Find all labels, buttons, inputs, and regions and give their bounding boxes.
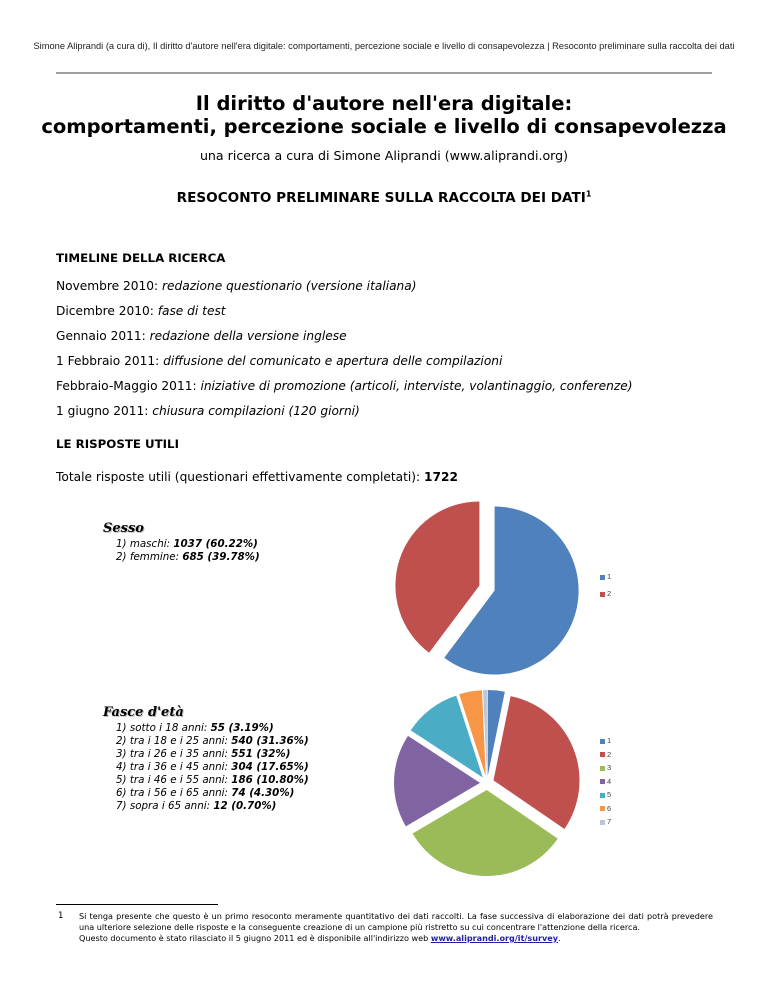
timeline-desc: diffusione del comunicato e apertura delle compilazioni bbox=[163, 354, 503, 368]
responses-heading: LE RISPOSTE UTILI bbox=[56, 437, 179, 451]
timeline-item bbox=[56, 404, 360, 418]
timeline-item bbox=[56, 354, 502, 368]
legend-item: 7 bbox=[600, 817, 630, 827]
survey-link[interactable]: www.aliprandi.org/it/survey bbox=[430, 933, 559, 943]
footnote-rule bbox=[56, 904, 218, 905]
timeline-date: 1 Febbraio 2011: bbox=[56, 354, 164, 368]
legend-item: 1 bbox=[600, 572, 630, 582]
timeline-item bbox=[56, 329, 347, 343]
legend-item: 1 bbox=[600, 736, 630, 746]
footnote-mark[interactable]: 1 bbox=[585, 189, 592, 199]
chart-text-eta bbox=[116, 722, 309, 813]
legend-swatch bbox=[600, 766, 605, 771]
running-header: Simone Aliprandi (a cura di), Il diritto d'autore nell'era digitale: comportamenti, percezione sociale e livello di consapevolezza | Resoconto preliminare sulla raccolta dei dati bbox=[33, 41, 735, 51]
header-rule bbox=[56, 72, 712, 74]
chart-title-sesso: Sesso bbox=[103, 521, 144, 536]
timeline-date: Gennaio 2011: bbox=[56, 329, 150, 343]
timeline-date: 1 giugno 2011: bbox=[56, 404, 153, 418]
footnote-text: Si tenga presente che questo è un primo resoconto meramente quantitativo dei dati raccolti. La fase successiva di elaborazione dei dati potrà prevedere una ulteriore selezione delle risposte e la conseguente creazione di un campione più ristretto su cui concentrare l'attenzione della ricerca. Questo documento è stato rilasciato il 5 giugno 2011 ed è disponibile all'indirizzo web www.aliprandi.org/it/survey. bbox=[79, 911, 713, 943]
title-line-2: comportamenti, percezione sociale e livello di consapevolezza bbox=[41, 115, 727, 138]
timeline-date: Dicembre 2010: bbox=[56, 304, 158, 318]
chart-line: 7) sopra i 65 anni: 12 (0.70%) bbox=[116, 800, 277, 812]
total-label: Totale risposte utili (questionari effettivamente completati): bbox=[56, 470, 425, 484]
legend-swatch bbox=[600, 592, 605, 597]
legend-swatch bbox=[600, 752, 605, 757]
total-responses bbox=[56, 470, 458, 484]
footnote-number: 1 bbox=[58, 911, 64, 921]
chart-title-eta: Fasce d'età bbox=[103, 705, 184, 720]
chart-line: 1) sotto i 18 anni: 55 (3.19%) bbox=[116, 722, 274, 734]
timeline-item bbox=[56, 279, 417, 293]
legend-swatch bbox=[600, 806, 605, 811]
document-title bbox=[0, 92, 768, 138]
timeline-desc: redazione della versione inglese bbox=[149, 329, 347, 343]
legend-item: 5 bbox=[600, 790, 630, 800]
legend-swatch bbox=[600, 793, 605, 798]
subtitle-text: RESOCONTO PRELIMINARE SULLA RACCOLTA DEI DATI bbox=[176, 190, 586, 206]
chart-line: 2) femmine: 685 (39.78%) bbox=[116, 551, 260, 563]
legend-swatch bbox=[600, 739, 605, 744]
timeline-heading: TIMELINE DELLA RICERCA bbox=[56, 251, 226, 265]
chart-line: 5) tra i 46 e i 55 anni: 186 (10.80%) bbox=[116, 774, 309, 786]
pie-chart-eta bbox=[380, 685, 600, 880]
timeline-desc: iniziative di promozione (articoli, interviste, volantinaggio, conferenze) bbox=[200, 379, 633, 393]
timeline-item bbox=[56, 379, 632, 393]
legend-swatch bbox=[600, 820, 605, 825]
legend-swatch bbox=[600, 779, 605, 784]
total-value: 1722 bbox=[424, 470, 458, 484]
timeline-desc: chiusura compilazioni (120 giorni) bbox=[152, 404, 360, 418]
pie-chart-sesso bbox=[380, 500, 600, 680]
legend-eta bbox=[600, 736, 640, 826]
legend-item: 4 bbox=[600, 777, 630, 787]
chart-line: 2) tra i 18 e i 25 anni: 540 (31.36%) bbox=[116, 735, 309, 747]
legend-item: 2 bbox=[600, 589, 630, 599]
legend-sesso bbox=[600, 572, 640, 604]
chart-line: 1) maschi: 1037 (60.22%) bbox=[116, 538, 258, 550]
timeline-date: Novembre 2010: bbox=[56, 279, 163, 293]
title-line-1: Il diritto d'autore nell'era digitale: bbox=[195, 92, 573, 115]
chart-line: 3) tra i 26 e i 35 anni: 551 (32%) bbox=[116, 748, 291, 760]
legend-item: 2 bbox=[600, 750, 630, 760]
legend-item: 6 bbox=[600, 804, 630, 814]
legend-swatch bbox=[600, 575, 605, 580]
chart-text-sesso bbox=[116, 538, 260, 564]
chart-line: 4) tra i 36 e i 45 anni: 304 (17.65%) bbox=[116, 761, 309, 773]
report-subtitle bbox=[0, 190, 768, 206]
timeline-desc: redazione questionario (versione italiana) bbox=[162, 279, 417, 293]
legend-item: 3 bbox=[600, 763, 630, 773]
timeline-desc: fase di test bbox=[157, 304, 226, 318]
chart-line: 6) tra i 56 e i 65 anni: 74 (4.30%) bbox=[116, 787, 295, 799]
byline: una ricerca a cura di Simone Aliprandi (www.aliprandi.org) bbox=[199, 148, 569, 163]
timeline-date: Febbraio-Maggio 2011: bbox=[56, 379, 201, 393]
timeline-item bbox=[56, 304, 226, 318]
